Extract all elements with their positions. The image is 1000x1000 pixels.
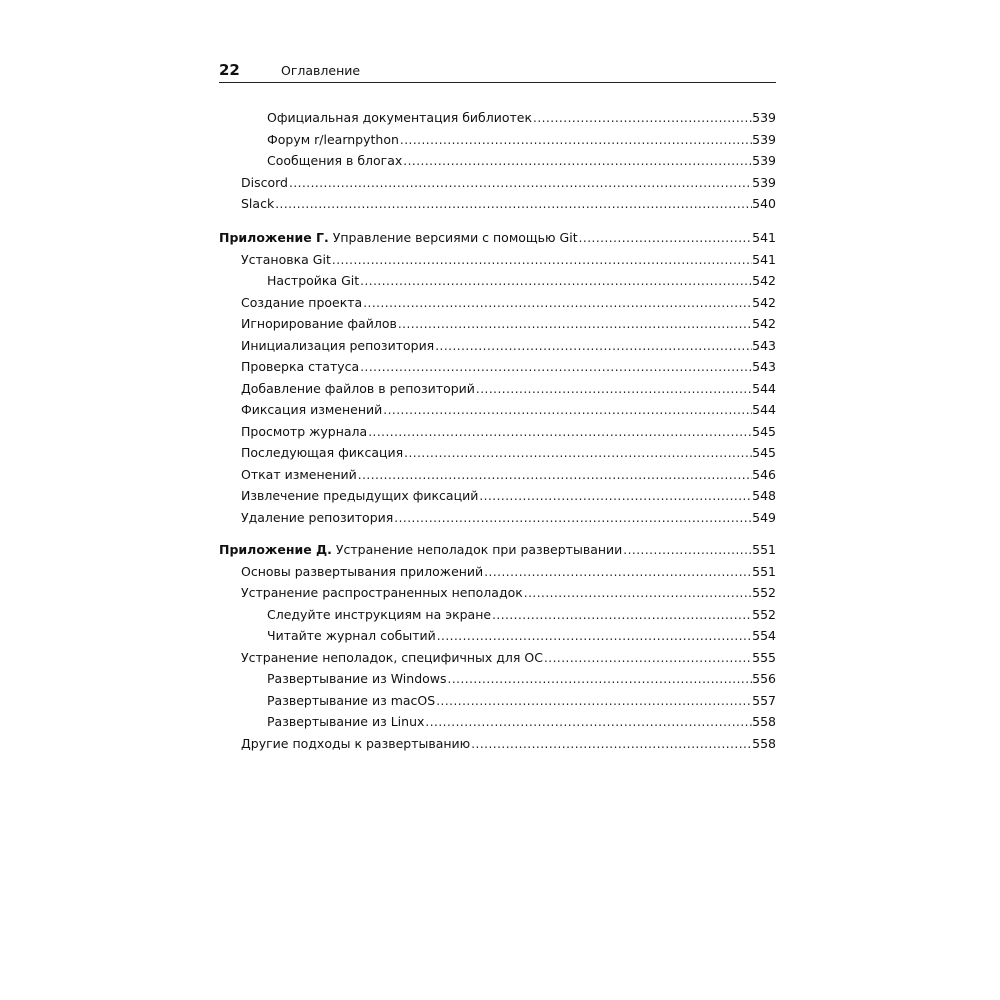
dot-leader — [359, 357, 752, 378]
toc-entry-title — [241, 421, 367, 442]
toc-entry-text: Читайте журнал событий — [267, 628, 436, 643]
toc-entry-title — [241, 647, 543, 668]
appendix-label: Приложение Д. — [219, 542, 332, 557]
dot-leader — [478, 486, 752, 507]
toc-page-number: 544 — [752, 402, 776, 417]
toc-entry-text: Создание проекта — [241, 294, 363, 310]
toc-entry — [241, 464, 776, 485]
dot-leader — [483, 562, 752, 583]
toc-entry-text: Другие подходы к развертыванию — [241, 735, 471, 751]
toc-entry — [267, 711, 776, 732]
dot-leader — [436, 626, 752, 647]
toc-entry — [267, 129, 776, 150]
toc-entry-text: Основы развертывания приложений — [241, 563, 484, 579]
dot-leader — [274, 194, 752, 215]
dot-leader — [403, 443, 752, 464]
toc-entry — [241, 356, 776, 377]
toc-entry-text: Последующая фиксация — [241, 445, 404, 460]
toc-page-number: 552 — [752, 606, 776, 622]
toc-entry-text: Discord — [241, 174, 288, 190]
toc-entry — [267, 668, 776, 689]
toc-entry — [241, 193, 776, 214]
toc-page-number: 557 — [752, 692, 776, 708]
toc-entry-title — [267, 625, 436, 646]
toc-entry — [241, 313, 776, 334]
appendix-label: Приложение Г. — [219, 230, 329, 245]
toc-entry-text: Развертывание из macOS — [267, 692, 436, 708]
dot-leader — [435, 691, 752, 712]
toc-entry-text: Инициализация репозитория — [241, 337, 435, 353]
toc-entry-title — [241, 335, 434, 356]
dot-leader — [288, 173, 752, 194]
toc-entry — [267, 690, 776, 711]
toc-entry-title — [241, 193, 274, 214]
toc-entry — [241, 172, 776, 193]
toc-entry-text: Настройка Git — [267, 273, 360, 288]
toc-entry-title — [267, 668, 447, 689]
dot-leader — [475, 379, 752, 400]
toc-entry-text: Добавление файлов в репозиторий — [241, 380, 475, 396]
toc-page-number: 541 — [752, 251, 776, 267]
toc-entry — [241, 249, 776, 270]
toc-entry-title — [219, 227, 578, 248]
toc-page-number: 549 — [752, 509, 776, 525]
toc-page-number: 544 — [752, 380, 776, 396]
toc-page-number: 545 — [752, 423, 776, 439]
toc-entry — [241, 647, 776, 668]
dot-leader — [434, 336, 752, 357]
toc-entry-text: Официальная документация библиотек — [267, 110, 533, 125]
toc-entry-title — [241, 485, 478, 506]
dot-leader — [359, 271, 752, 292]
toc-entry-text: Устранение распространенных неполадок — [241, 585, 523, 600]
dot-leader — [447, 669, 753, 690]
dot-leader — [393, 508, 752, 529]
toc-entry — [241, 507, 776, 528]
toc-entry — [267, 107, 776, 128]
toc-entry-title — [241, 399, 382, 420]
toc-entry-text: Устранение неполадок при развертывании — [331, 542, 623, 557]
toc-entry-title — [241, 561, 483, 582]
dot-leader — [491, 605, 752, 626]
dot-leader — [622, 540, 752, 561]
dot-leader — [362, 293, 752, 314]
toc-entry — [241, 442, 776, 463]
toc-chapter — [219, 227, 776, 248]
toc-page-number: 558 — [752, 735, 776, 751]
toc-page-number: 554 — [752, 628, 776, 643]
toc-page-number: 551 — [752, 542, 776, 557]
toc-page-number: 545 — [752, 445, 776, 460]
toc-entry — [267, 150, 776, 171]
toc-entry-text: Удаление репозитория — [241, 509, 394, 525]
toc-entry — [241, 561, 776, 582]
toc-entry-title — [267, 711, 424, 732]
toc-entry-text: Slack — [241, 196, 275, 211]
toc-entry — [267, 625, 776, 646]
toc-page-number: 548 — [752, 488, 776, 503]
toc-entry — [241, 421, 776, 442]
toc-entry-title — [241, 249, 331, 270]
toc-entry — [241, 378, 776, 399]
toc-page-number: 539 — [752, 131, 776, 147]
toc-page-number: 542 — [752, 294, 776, 310]
toc-page-number: 558 — [752, 714, 776, 729]
toc-entry-title — [241, 733, 470, 754]
dot-leader — [578, 228, 753, 249]
toc-entry-title — [241, 292, 362, 313]
toc-entry-title — [241, 356, 359, 377]
toc-page-number: 540 — [752, 196, 776, 211]
toc-entry-title — [241, 378, 475, 399]
toc-entry-text: Управление версиями с помощью Git — [328, 230, 578, 245]
toc-page-number: 543 — [752, 359, 776, 374]
toc-entry — [267, 604, 776, 625]
toc-entry — [241, 399, 776, 420]
dot-leader — [424, 712, 752, 733]
dot-leader — [523, 583, 752, 604]
toc-entry-text: Форум r/learnpython — [267, 131, 399, 147]
toc-entry-title — [241, 507, 393, 528]
toc-entry-text: Фиксация изменений — [241, 402, 383, 417]
toc-entry-text: Устранение неполадок, специфичных для ОС — [241, 649, 543, 665]
toc-entry-text: Извлечение предыдущих фиксаций — [241, 488, 479, 503]
toc-entry-title — [241, 464, 357, 485]
toc-entry-text: Установка Git — [241, 251, 331, 267]
dot-leader — [357, 465, 752, 486]
toc-entry-title — [241, 172, 288, 193]
toc-page-number: 542 — [752, 273, 776, 288]
toc-entry-text: Следуйте инструкциям на экране — [267, 606, 492, 622]
toc-entry — [241, 733, 776, 754]
dot-leader — [532, 108, 752, 129]
toc-page-number: 551 — [752, 563, 776, 579]
dot-leader — [543, 648, 752, 669]
toc-entry-title — [241, 442, 403, 463]
toc-entry-text: Развертывание из Linux — [267, 714, 425, 729]
page-number: 22 — [219, 61, 240, 79]
toc-page-number: 552 — [752, 585, 776, 600]
toc-entry-text: Сообщения в блогах — [267, 153, 403, 168]
dot-leader — [470, 734, 752, 755]
toc-page-number: 541 — [752, 230, 776, 245]
toc-entry-text: Просмотр журнала — [241, 423, 368, 439]
toc-entry-text: Игнорирование файлов — [241, 316, 397, 331]
toc-entry — [241, 335, 776, 356]
toc-page-number: 539 — [752, 174, 776, 190]
toc-entry-title — [267, 270, 359, 291]
toc-entry-title — [267, 150, 402, 171]
dot-leader — [331, 250, 752, 271]
dot-leader — [402, 151, 752, 172]
toc-entry-title — [241, 313, 397, 334]
toc-entry-title — [267, 690, 435, 711]
toc-page-number: 539 — [752, 153, 776, 168]
toc-entry-title — [267, 604, 491, 625]
toc-entry-text: Проверка статуса — [241, 359, 360, 374]
toc-page-number: 546 — [752, 466, 776, 482]
page-header — [219, 60, 776, 83]
toc-entry-text: Откат изменений — [241, 466, 357, 482]
toc-page-number: 542 — [752, 316, 776, 331]
toc-page-number: 539 — [752, 110, 776, 125]
toc-entry-title — [267, 129, 399, 150]
toc-chapter — [219, 539, 776, 560]
dot-leader — [397, 314, 752, 335]
toc-entry-text: Развертывание из Windows — [267, 671, 447, 686]
dot-leader — [367, 422, 752, 443]
toc-page-number: 555 — [752, 649, 776, 665]
dot-leader — [382, 400, 752, 421]
toc-entry — [267, 270, 776, 291]
toc-entry-title — [267, 107, 532, 128]
dot-leader — [399, 130, 752, 151]
toc-page-number: 543 — [752, 337, 776, 353]
toc-entry — [241, 582, 776, 603]
toc-entry-title — [219, 539, 622, 560]
toc-entry-title — [241, 582, 523, 603]
running-title: Оглавление — [281, 63, 361, 78]
toc-page-number: 556 — [752, 671, 776, 686]
toc-entry — [241, 292, 776, 313]
toc-entry — [241, 485, 776, 506]
